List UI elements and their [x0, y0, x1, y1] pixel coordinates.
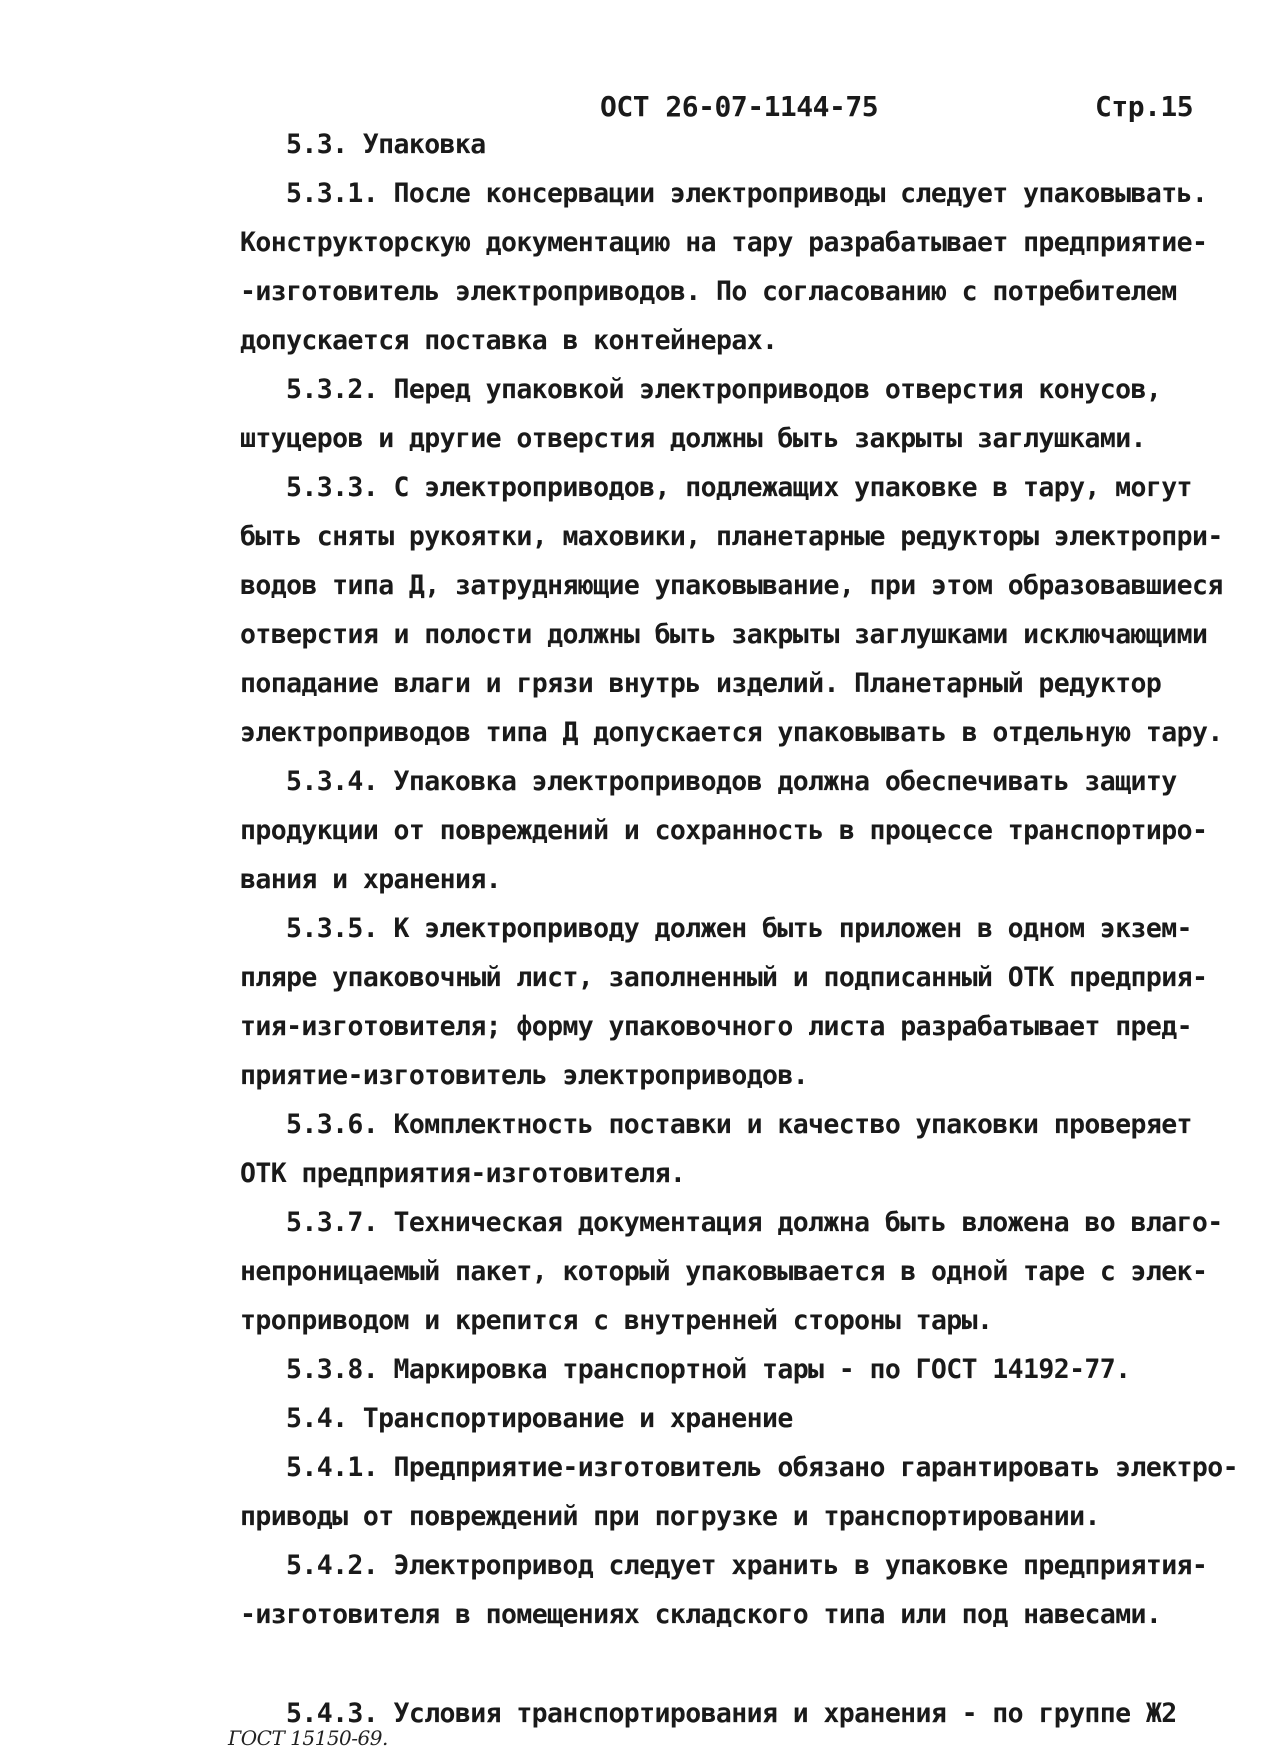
paragraph-line: тия-изготовителя; форму упаковочного листа разрабатывает пред-	[240, 1011, 1192, 1042]
paragraph-line: электроприводов типа Д допускается упаковывать в отдельную тару.	[240, 717, 1223, 748]
paragraph-line: 5.4.1. Предприятие-изготовитель обязано гарантировать электро-	[286, 1452, 1238, 1483]
paragraph-line: 5.3.5. К электроприводу должен быть приложен в одном экзем-	[286, 913, 1192, 944]
paragraph-line: -изготовитель электроприводов. По согласованию с потребителем	[240, 276, 1177, 307]
page-number: Стр.15	[1095, 90, 1194, 123]
paragraph-line: вания и хранения.	[240, 864, 502, 895]
section-heading: 5.4. Транспортирование и хранение	[286, 1403, 793, 1434]
paragraph-line: пляре упаковочный лист, заполненный и подписанный ОТК предприя-	[240, 962, 1208, 993]
paragraph-line: 5.4.2. Электропривод следует хранить в упаковке предприятия-	[286, 1550, 1208, 1581]
paragraph-line: непроницаемый пакет, который упаковывается в одной таре с элек-	[240, 1256, 1208, 1287]
paragraph-line: 5.4.3. Условия транспортирования и хранения - по группе Ж2	[286, 1698, 1177, 1729]
paragraph-line: 5.3.8. Маркировка транспортной тары - по ГОСТ 14192-77.	[286, 1354, 1131, 1385]
paragraph-line: Конструкторскую документацию на тару разрабатывает предприятие-	[240, 227, 1208, 258]
paragraph-line: отверстия и полости должны быть закрыты заглушками исключающими	[240, 619, 1208, 650]
paragraph-line: водов типа Д, затрудняющие упаковывание, при этом образовавшиеся	[240, 570, 1223, 601]
paragraph-line: ОТК предприятия-изготовителя.	[240, 1158, 686, 1189]
paragraph-line: 5.3.6. Комплектность поставки и качество упаковки проверяет	[286, 1109, 1192, 1140]
paragraph-line: штуцеров и другие отверстия должны быть закрыты заглушками.	[240, 423, 1146, 454]
paragraph-line: -изготовителя в помещениях складского типа или под навесами.	[240, 1599, 1162, 1630]
paragraph-line: допускается поставка в контейнерах.	[240, 325, 778, 356]
handwritten-note: ГОСТ 15150-69.	[228, 1726, 388, 1750]
paragraph-line: приводы от повреждений при погрузке и транспортировании.	[240, 1501, 1100, 1532]
paragraph-line: 5.3.7. Техническая документация должна быть вложена во влаго-	[286, 1207, 1223, 1238]
paragraph-line: попадание влаги и грязи внутрь изделий. Планетарный редуктор	[240, 668, 1162, 699]
paragraph-line: 5.3.4. Упаковка электроприводов должна обеспечивать защиту	[286, 766, 1177, 797]
paragraph-line: продукции от повреждений и сохранность в процессе транспортиро-	[240, 815, 1208, 846]
paragraph-line: 5.3.2. Перед упаковкой электроприводов отверстия конусов,	[286, 374, 1162, 405]
paragraph-line: 5.3.1. После консервации электроприводы следует упаковывать.	[286, 178, 1208, 209]
paragraph-line: приятие-изготовитель электроприводов.	[240, 1060, 809, 1091]
section-heading: 5.3. Упаковка	[286, 129, 486, 160]
document-code: ОСТ 26-07-1144-75	[600, 90, 879, 123]
paragraph-line: 5.3.3. С электроприводов, подлежащих упаковке в тару, могут	[286, 472, 1192, 503]
paragraph-line: быть сняты рукоятки, маховики, планетарные редукторы электропри-	[240, 521, 1223, 552]
paragraph-line: троприводом и крепится с внутренней стороны тары.	[240, 1305, 993, 1336]
